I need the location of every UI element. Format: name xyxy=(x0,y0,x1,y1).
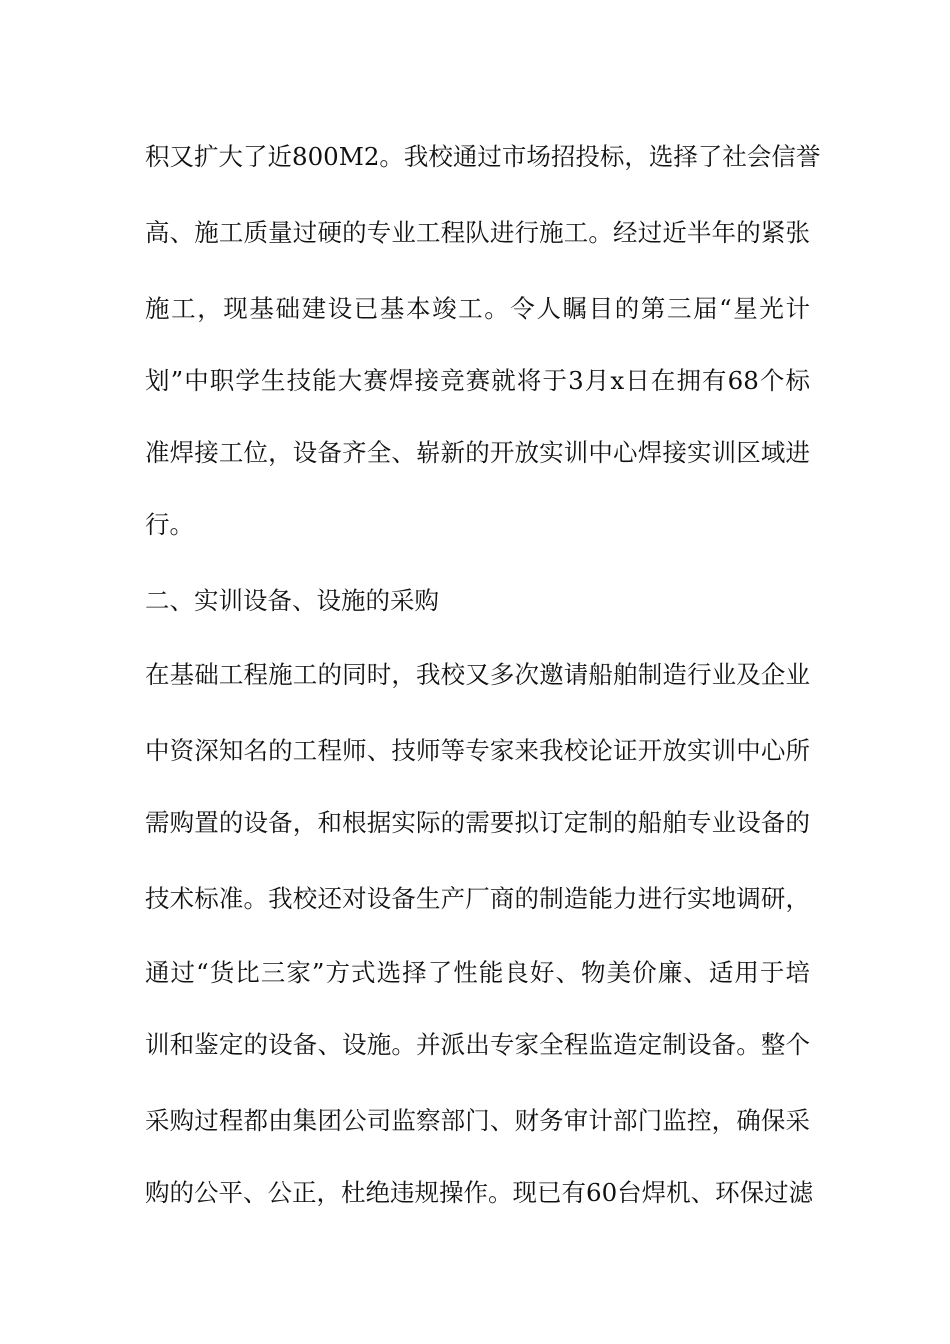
paragraph-line: 划”中职学生技能大赛焊接竞赛就将于3月x日在拥有68个标 xyxy=(145,366,810,395)
section-heading: 二、实训设备、设施的采购 xyxy=(145,586,439,615)
paragraph-line: 购的公平、公正，杜绝违规操作。现已有60台焊机、环保过滤 xyxy=(145,1178,814,1207)
paragraph-line: 高、施工质量过硬的专业工程队进行施工。经过近半年的紧张 xyxy=(145,218,810,247)
paragraph-line: 行。 xyxy=(145,510,194,539)
paragraph-line: 训和鉴定的设备、设施。并派出专家全程监造定制设备。整个 xyxy=(145,1030,810,1059)
paragraph-line: 准焊接工位，设备齐全、崭新的开放实训中心焊接实训区域进 xyxy=(145,438,810,467)
paragraph-line: 在基础工程施工的同时，我校又多次邀请船舶制造行业及企业 xyxy=(145,660,810,689)
paragraph-line: 通过“货比三家”方式选择了性能良好、物美价廉、适用于培 xyxy=(145,958,810,987)
paragraph-line: 中资深知名的工程师、技师等专家来我校论证开放实训中心所 xyxy=(145,736,810,765)
paragraph-line: 技术标准。我校还对设备生产厂商的制造能力进行实地调研， xyxy=(145,884,810,913)
paragraph-line: 需购置的设备，和根据实际的需要拟订定制的船舶专业设备的 xyxy=(145,808,810,837)
paragraph-line: 施工，现基础建设已基本竣工。令人瞩目的第三届“星光计 xyxy=(145,294,810,323)
paragraph-line: 积又扩大了近800M2。我校通过市场招投标，选择了社会信誉 xyxy=(145,142,821,171)
paragraph-line: 采购过程都由集团公司监察部门、财务审计部门监控，确保采 xyxy=(145,1106,810,1135)
